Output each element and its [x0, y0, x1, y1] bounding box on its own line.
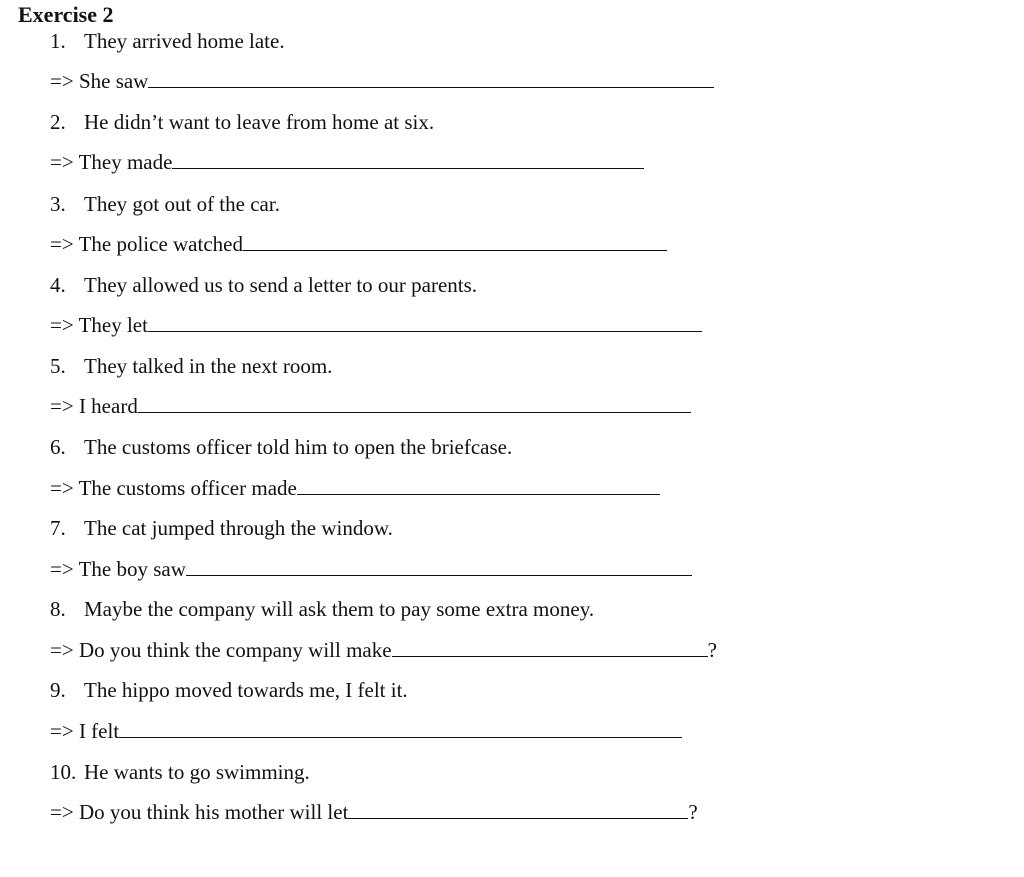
- answer-line-2: [50, 148, 644, 176]
- answer-blank[interactable]: [148, 67, 714, 88]
- question-sentence: They arrived home late.: [84, 29, 285, 53]
- answer-line-9: [50, 717, 682, 745]
- answer-blank[interactable]: [148, 311, 702, 332]
- answer-line-10: [50, 798, 698, 826]
- answer-line-1: [50, 67, 714, 95]
- answer-prompt: I felt: [78, 719, 120, 743]
- question-number: 2.: [50, 110, 66, 134]
- answer-line-5: [50, 392, 691, 420]
- answer-blank[interactable]: [138, 392, 691, 413]
- question-5: [50, 352, 332, 380]
- answer-prompt: The customs officer made: [78, 476, 297, 500]
- answer-line-3: [50, 230, 667, 258]
- exercise-title: Exercise 2: [18, 2, 114, 27]
- question-number: 5.: [50, 354, 66, 378]
- answer-prompt: The police watched: [78, 232, 243, 256]
- question-3: [50, 190, 280, 218]
- arrow: =>: [50, 69, 74, 93]
- answer-prompt: They made: [78, 150, 173, 174]
- question-sentence: They allowed us to send a letter to our parents.: [84, 273, 478, 297]
- question-number: 6.: [50, 435, 66, 459]
- question-sentence: He wants to go swimming.: [84, 760, 310, 784]
- answer-blank[interactable]: [243, 230, 667, 251]
- question-7: [50, 514, 393, 542]
- arrow: =>: [50, 719, 74, 743]
- question-number: 9.: [50, 678, 66, 702]
- arrow: =>: [50, 476, 74, 500]
- arrow: =>: [50, 638, 74, 662]
- question-number: 8.: [50, 597, 66, 621]
- question-10: [50, 758, 310, 786]
- question-4: [50, 271, 477, 299]
- arrow: =>: [50, 394, 74, 418]
- arrow: =>: [50, 800, 74, 824]
- question-number: 3.: [50, 192, 66, 216]
- answer-blank[interactable]: [392, 636, 708, 657]
- question-number: 1.: [50, 29, 66, 53]
- answer-blank[interactable]: [186, 555, 692, 576]
- question-1: [50, 27, 285, 55]
- question-sentence: He didn’t want to leave from home at six.: [84, 110, 435, 134]
- question-sentence: The customs officer told him to open the briefcase.: [84, 435, 513, 459]
- answer-line-6: [50, 474, 660, 502]
- question-sentence: Maybe the company will ask them to pay some extra money.: [84, 597, 595, 621]
- answer-line-7: [50, 555, 692, 583]
- question-9: [50, 676, 408, 704]
- question-6: [50, 433, 512, 461]
- answer-end: ?: [688, 800, 698, 824]
- question-sentence: The cat jumped through the window.: [84, 516, 393, 540]
- answer-line-4: [50, 311, 702, 339]
- question-number: 10.: [50, 760, 77, 784]
- answer-prompt: Do you think the company will make: [78, 638, 392, 662]
- answer-prompt: I heard: [78, 394, 138, 418]
- question-number: 4.: [50, 273, 66, 297]
- question-sentence: The hippo moved towards me, I felt it.: [84, 678, 408, 702]
- question-8: [50, 595, 594, 623]
- answer-blank[interactable]: [119, 717, 682, 738]
- answer-end: ?: [707, 638, 717, 662]
- arrow: =>: [50, 313, 74, 337]
- answer-line-8: [50, 636, 717, 664]
- arrow: =>: [50, 232, 74, 256]
- answer-blank[interactable]: [172, 148, 644, 169]
- arrow: =>: [50, 150, 74, 174]
- answer-prompt: They let: [78, 313, 148, 337]
- answer-blank[interactable]: [348, 798, 688, 819]
- answer-prompt: She saw: [78, 69, 149, 93]
- question-sentence: They talked in the next room.: [84, 354, 333, 378]
- question-number: 7.: [50, 516, 66, 540]
- answer-blank[interactable]: [297, 474, 660, 495]
- arrow: =>: [50, 557, 74, 581]
- question-2: [50, 108, 434, 136]
- answer-prompt: Do you think his mother will let: [78, 800, 349, 824]
- question-sentence: They got out of the car.: [84, 192, 280, 216]
- answer-prompt: The boy saw: [78, 557, 186, 581]
